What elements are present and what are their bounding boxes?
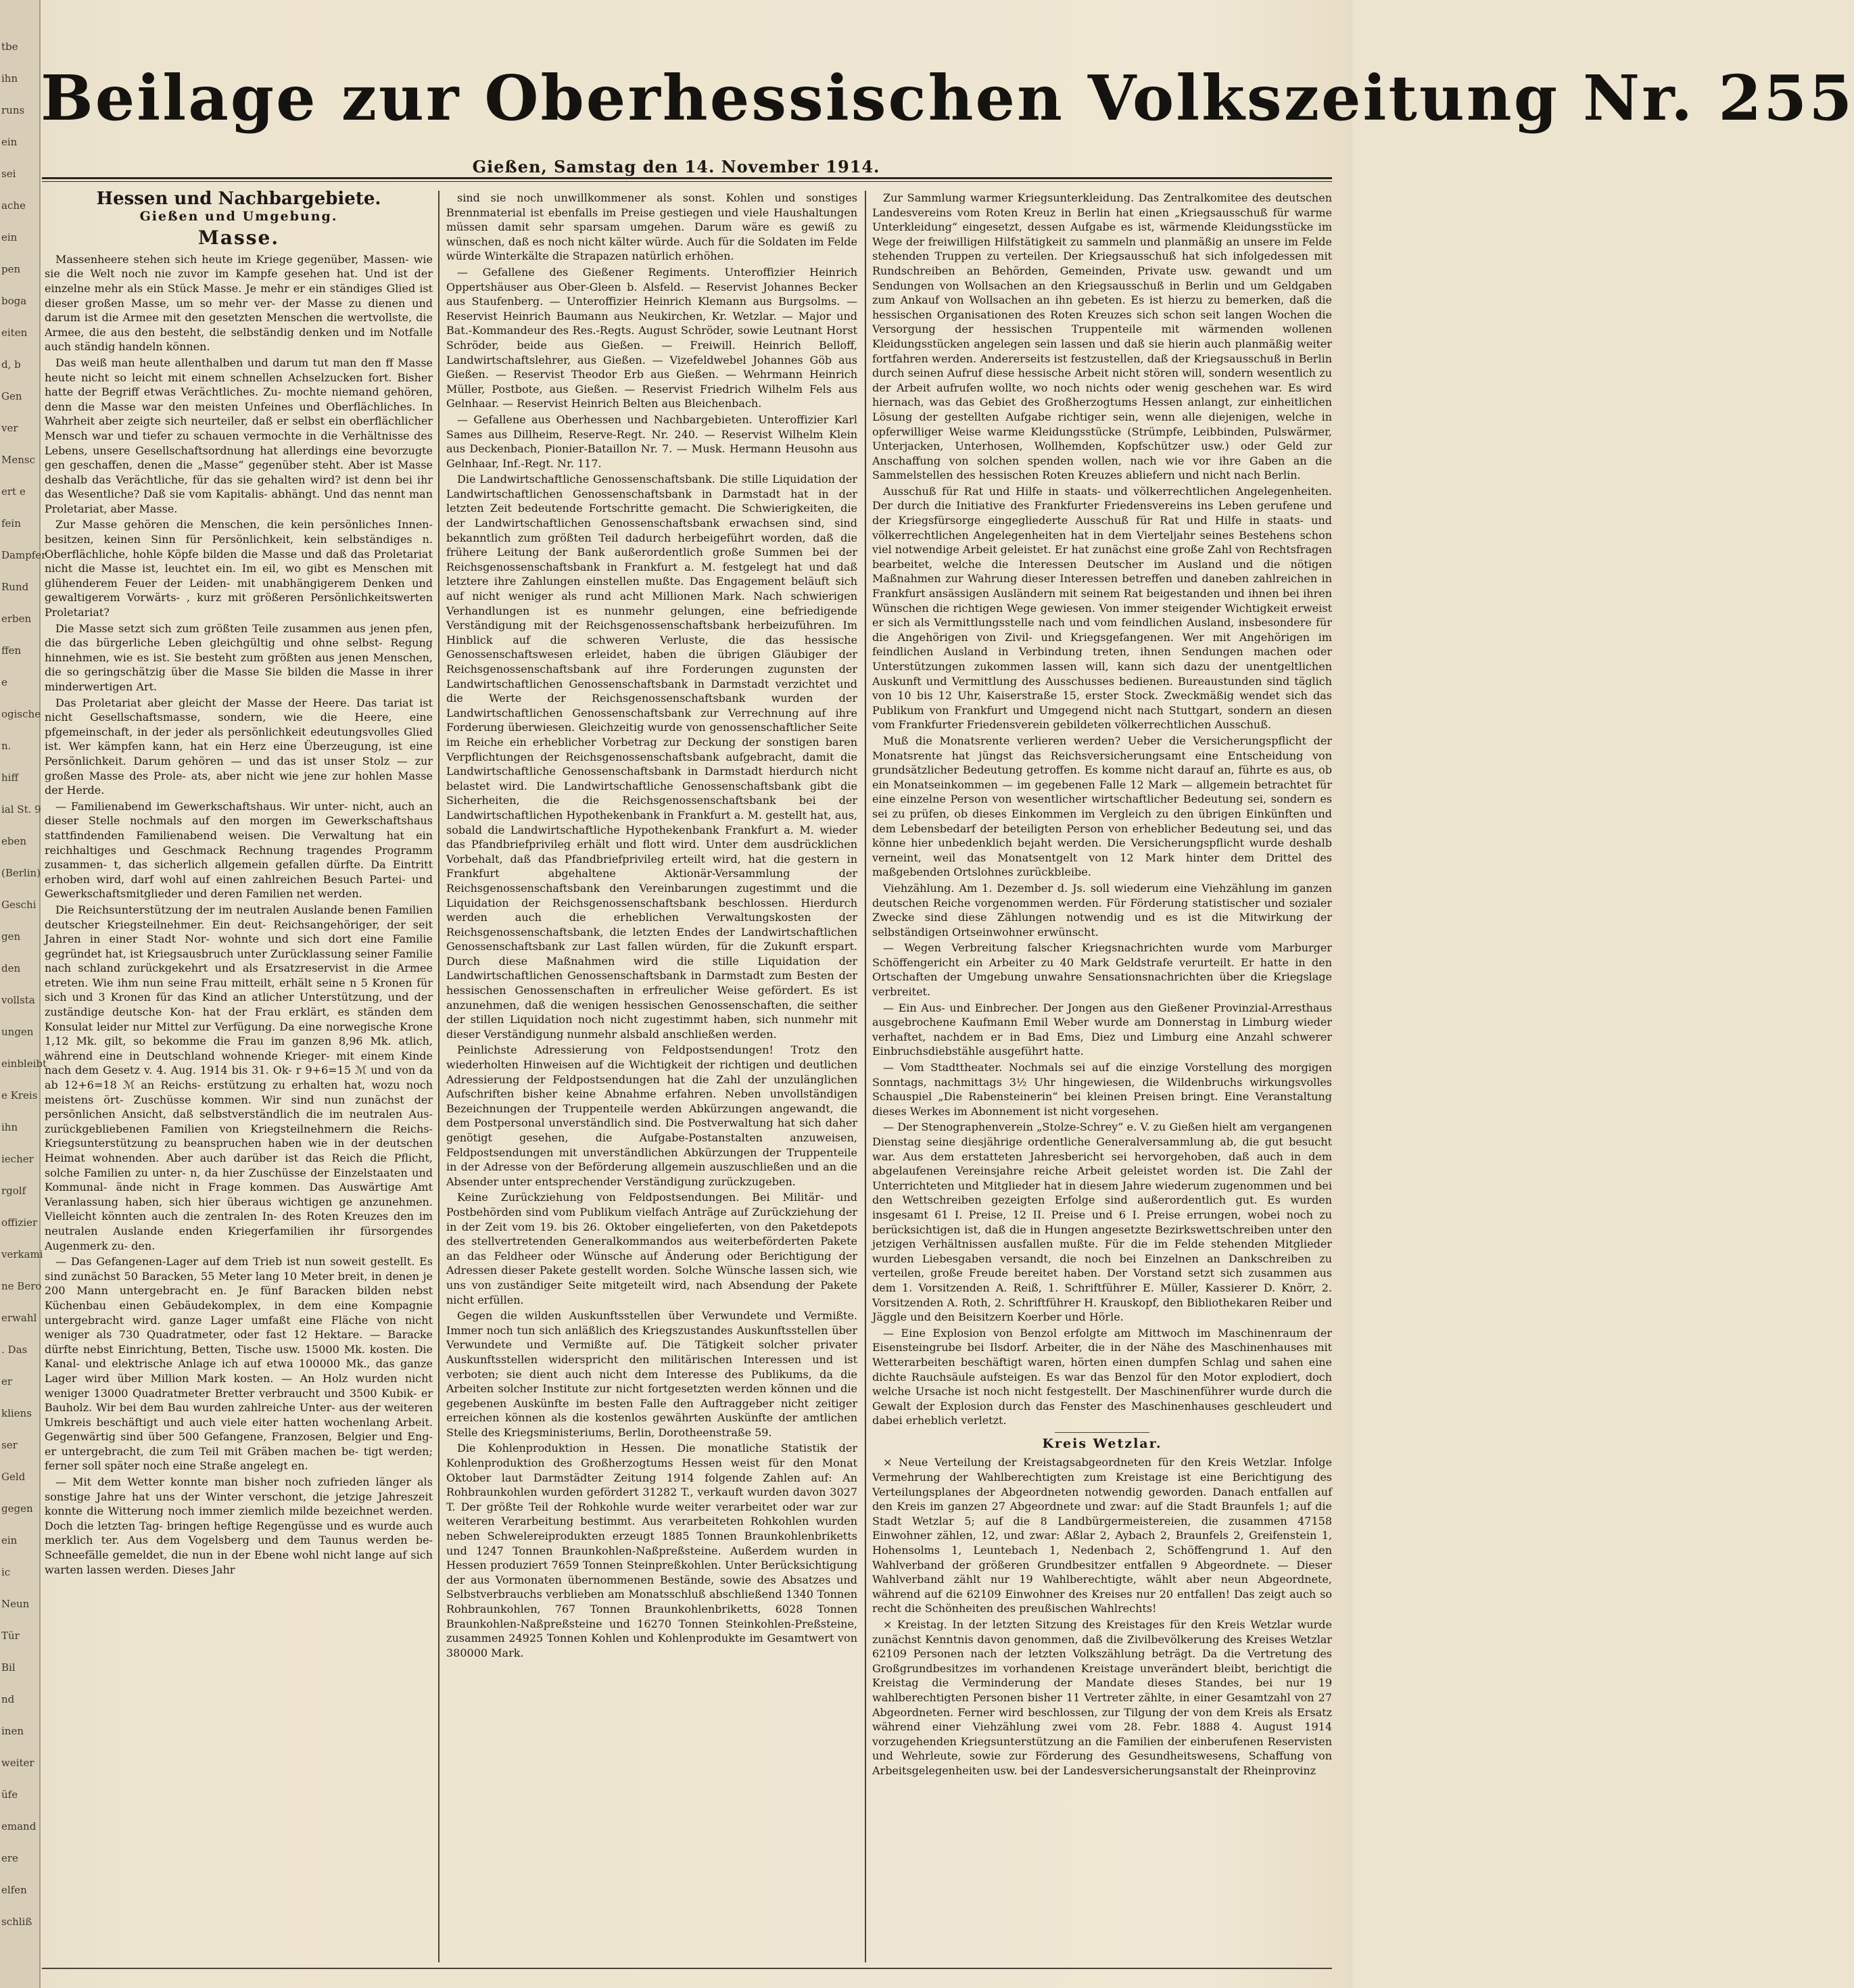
- article-paragraph: Die Masse setzt sich zum größten Teile zusammen aus jenen pfen, die das bürgerliche Leben gleichgültig und ohne selbst- Regung hinnehmen, wie es ist. Sie besteht zum größten aus jenen Menschen, die so geringschätzig über die Masse Sie bilden die Masse in ihrer minderwertigen Art.: [45, 621, 433, 693]
- strip-fragment: einbleibt: [1, 1058, 47, 1070]
- article-paragraph: — Ein Aus- und Einbrecher. Der Jongen aus den Gießener Provinzial-Arresthaus ausgebrochene Kaufmann Emil Weber wurde am Donnerstag in Limburg wieder verhaftet, nachdem er in Bad Ems, Diez und Limburg eine Anzahl schwerer Einbruchsdiebstähle ausgeführt hatte.: [872, 1001, 1332, 1058]
- article-paragraph: Peinlichste Adressierung von Feldpostsendungen! Trotz den wiederholten Hinweisen auf die Wichtigkeit der richtigen und deutlichen Adressierung der Feldpostsendungen hat die Zahl der unzulänglichen Aufschriften bisher keine Abnahme erfahren. Neben unvollständigen Bezeichnungen der Truppenteile werden Abkürzungen angewandt, die dem Postpersonal unverständlich sind. Die Postverwaltung hat sich daher genötigt gesehen, die Aufgabe-Postanstalten anzuweisen, Feldpostsendungen mit unverständlichen Abkürzungen der Truppenteile in der Adresse von der Beförderung allgemein auszuschließen und an die Absender unter entsprechender Verständigung zurückzugeben.: [446, 1043, 857, 1188]
- article-paragraph: Zur Masse gehören die Menschen, die kein persönliches Innen- besitzen, keinen Sinn für Persönlichkeit, kein selbständiges n. Oberflächliche, hohle Köpfe bilden die Masse und daß das Proletariat nicht die Masse ist, leuchtet ein. Im eil, wo gibt es Menschen mit glühenderem Feuer der Leiden- mit unabhängigerem Denken und gewaltigerem Vorwärts- , kurz mit größeren Persönlichkeitswerten Proletariat?: [45, 518, 433, 619]
- article-paragraph: Muß die Monatsrente verlieren werden? Ueber die Versicherungspflicht der Monatsrente hat jüngst das Reichsversicherungsamt eine Entscheidung von grundsätzlicher Bedeutung getroffen. Es komme nicht darauf an, führte es aus, ob ein Monatseinkommen — im gegebenen Falle 12 Mark — allgemein betrachtet für eine einzelne Person von wesentlicher wirtschaftlicher Bedeutung sei, sondern es sei zu prüfen, ob dieses Einkommen im Vergleich zu den übrigen Einkünften und dem Lebensbedarf der beteiligten Person von erheblicher Bedeutung sei, und das könne hier unbedenklich bejaht werden. Die Versicherungspflicht wurde deshalb verneint, weil das Monatsentgelt von 12 Mark hinter dem Drittel des maßgebenden Ortslohnes zurückbleibe.: [872, 734, 1332, 879]
- strip-fragment: Neun: [1, 1598, 30, 1610]
- strip-fragment: verkami: [1, 1248, 43, 1260]
- strip-fragment: eben: [1, 835, 27, 847]
- strip-fragment: ne Bero: [1, 1280, 42, 1292]
- article-paragraph: — Gefallene aus Oberhessen und Nachbargebieten. Unteroffizier Karl Sames aus Dillheim, Reserve-Regt. Nr. 240. — Reservist Wilhelm Klein aus Deckenbach, Pionier-Bataillon Nr. 7. — Musk. Hermann Heusohn aus Gelnhaar, Inf.-Regt. Nr. 117.: [446, 412, 857, 470]
- section-rule: [1055, 1432, 1149, 1433]
- adjacent-page-strip: [0, 0, 47, 1988]
- strip-fragment: ein: [1, 231, 18, 243]
- strip-fragment: emand: [1, 1820, 37, 1832]
- subsection-title: Gießen und Umgebung.: [139, 208, 338, 224]
- strip-fragment: e: [1, 676, 7, 688]
- strip-fragment: offizier: [1, 1216, 38, 1229]
- article-paragraph: Das Proletariat aber gleicht der Masse der Heere. Das tariat ist nicht Gesellschaftsmasse, sondern, wie die Heere, eine pfgemeinschaft, in der jeder als persönlichkeit edeutungsvolles Glied ist. Wer kämpfen kann, hat ein Herz eine Überzeugung, ist eine Persönlichkeit. Darum gehören — und das ist unser Stolz — zur großen Masse des Prole- ats, aber nicht wie jene zur hohlen Masse der Herde.: [45, 696, 433, 797]
- strip-fragment: rgolf: [1, 1185, 26, 1197]
- strip-fragment: gegen: [1, 1502, 33, 1515]
- strip-fragment: pen: [1, 263, 21, 275]
- article-paragraph: Viehzählung. Am 1. Dezember d. Js. soll wiederum eine Viehzählung im ganzen deutschen Reiche vorgenommen werden. Für Förderung statistischer und sozialer Zwecke sind diese Zählungen notwendig und es ist die Mitwirkung der selbständigen Ortseinwohner erwünscht.: [872, 881, 1332, 939]
- strip-fragment: ihn: [1, 72, 18, 85]
- article-paragraph: Ausschuß für Rat und Hilfe in staats- und völkerrechtlichen Angelegenheiten. Der durch die Initiative des Frankfurter Friedensvereins ins Leben gerufene und der Kriegsfürsorge eingegliederte Ausschuß für Rat und Hilfe in staats- und völkerrechtlichen Angelegenheiten hat in dem Vierteljahr seines Bestehens schon viel notwendige Arbeit geleistet. Er hat zunächst eine große Zahl von Rechtsfragen bearbeitet, welche die Interessen Deutscher im Ausland und die nötigen Maßnahmen zur Wahrung dieser Interessen betreffen und daneben zahlreichen in Frankfurt ansässigen Ausländern mit seinem Rat beigestanden und ihnen bei ihren Wünschen die richtigen Wege gewiesen. Von immer steigender Wichtigkeit erweist er sich als Vermittlungsstelle nach und vom feindlichen Ausland, insbesondere für die Angehörigen von Zivil- und Kriegsgefangenen. Wer mit Angehörigen im feindlichen Ausland in Verbindung treten, ihnen Sendungen machen oder Unterstützungen zukommen lassen will, kann sich dazu der unentgeltlichen Auskunft und Vermittlung des Ausschusses bedienen. Bureaustunden sind täglich von 10 bis 12 Uhr, Kaiserstraße 15, erster Stock. Zweckmäßig wendet sich das Publikum von Frankfurt und Umgegend nicht nach Stuttgart, sondern an diesen vom Frankfurter Friedensverein gebildeten völkerrechtlichen Ausschuß.: [872, 484, 1332, 732]
- strip-fragment: erwahl: [1, 1312, 37, 1324]
- section-title: Hessen und Nachbargebiete.: [96, 189, 381, 209]
- strip-fragment: ein: [1, 1534, 18, 1546]
- strip-fragment: ffen: [1, 644, 22, 657]
- kreis-wetzlar-title: Kreis Wetzlar.: [1042, 1436, 1162, 1451]
- column-3-body: [872, 191, 1332, 1428]
- article-paragraph: × Kreistag. In der letzten Sitzung des Kreistages für den Kreis Wetzlar wurde zunächst Kenntnis davon genommen, daß die Zivilbevölkerung des Kreises Wetzlar 62109 Personen nach der letzten Volkszählung beträgt. Da die Vertretung des Großgrundbesitzes im vorhandenen Kreistage unverändert bleibt, berichtigt die Kreistag die Verminderung der Mandate dieses Standes, bei nur 19 wahlberechtigten Personen bisher 11 Vertreter zählte, in einer Gesamtzahl von 27 Abgeordneten. Ferner wird beschlossen, zur Tilgung der von dem Kreis als Ersatz während einer Viehzählung zwei vom 28. Febr. 1888 4. August 1914 vorzugehenden Kriegsunterstützung an die Familien der einberufenen Reservisten und Wehrleute, sowie zur Förderung des Gesundheitswesens, Schaffung von Arbeitsgelegenheiten usw. bei der Landesversicherungsanstalt der Rheinprovinz: [872, 1618, 1332, 1777]
- strip-fragment: e Kreis: [1, 1089, 38, 1102]
- article-paragraph: — Gefallene des Gießener Regiments. Unteroffizier Heinrich Oppertshäuser aus Ober-Gleen b. Alsfeld. — Reservist Johannes Becker aus Staufenberg. — Unteroffizier Heinrich Klemann aus Burgsolms. — Reservist Heinrich Baumann aus Neukirchen, Kr. Wetzlar. — Major und Bat.-Kommandeur des Res.-Regts. August Schröder, sowie Leutnant Horst Schröder, beide aus Gießen. — Freiwill. Heinrich Belloff, Landwirtschaftslehrer, aus Gießen. — Vizefeldwebel Johannes Göb aus Gießen. — Reservist Theodor Erb aus Gießen. — Wehrmann Heinrich Müller, Postbote, aus Gießen. — Reservist Friedrich Wilhelm Fels aus Gelnhaar. — Reservist Heinrich Belten aus Bleichenbach.: [446, 265, 857, 410]
- strip-fragment: den: [1, 962, 21, 974]
- article-paragraph: Die Kohlenproduktion in Hessen. Die monatliche Statistik der Kohlenproduktion des Großherzogtums Hessen weist für den Monat Oktober laut Darmstädter Zeitung 1914 folgende Zahlen auf: An Rohbraunkohlen wurden gefördert 31282 T., verkauft wurden davon 3027 T. Der größte Teil der Rohkohle wurde weiter verarbeitet oder war zur weiteren Verarbeitung bestimmt. Aus verarbeiteten Rohkohlen wurden neben Schwelereiprodukten erzeugt 1885 Tonnen Braunkohlenbriketts und 1247 Tonnen Braunkohlen-Naßpreßsteine. Außerdem wurden in Hessen produziert 7659 Tonnen Steinpreßkohlen. Unter Berücksichtigung der aus Vormonaten übernommenen Bestände, sowie des Absatzes und Selbstverbrauchs verblieben am Monatsschluß abschließend 1340 Tonnen Rohbraunkohlen, 767 Tonnen Braunkohlenbriketts, 6028 Tonnen Braunkohlen-Naßpreßsteine und 16270 Tonnen Steinkohlen-Preßsteine, zusammen 24925 Tonnen Kohlen und Kohlenprodukte im Gesamtwert von 380000 Mark.: [446, 1442, 857, 1659]
- strip-fragment: ic: [1, 1566, 11, 1578]
- strip-fragment: (Berlin): [1, 867, 41, 879]
- article-paragraph: sind sie noch unwillkommener als sonst. Kohlen und sonstiges Brennmaterial ist ebenfalls im Preise gestiegen und viele Haushaltungen müssen damit sehr sparsam umgehen. Darum wäre es gewiß zu wünschen, daß es noch nicht kälter würde. Auch für die Soldaten im Felde würde Winterkälte die Strapazen natürlich erhöhen.: [446, 191, 857, 263]
- column-3: [872, 191, 1332, 1962]
- strip-fragment: erben: [1, 613, 32, 625]
- column-2: [446, 191, 857, 1962]
- strip-fragment: ungen: [1, 1026, 34, 1038]
- strip-fragment: iecher: [1, 1153, 34, 1165]
- article-paragraph: — Vom Stadttheater. Nochmals sei auf die einzige Vorstellung des morgigen Sonntags, nachmittags 3½ Uhr hingewiesen, die Wildenbruchs wirkungsvolles Schauspiel „Die Rabensteinerin“ bei kleinen Preisen bringt. Eine Veranstaltung dieses Werkes im Abonnement ist nicht vorgesehen.: [872, 1061, 1332, 1118]
- article-paragraph: — Der Stenographenverein „Stolze-Schrey“ e. V. zu Gießen hielt am vergangenen Dienstag seine diesjährige ordentliche Generalversammlung ab, die gut besucht war. Aus dem erstatteten Jahresbericht sei hervorgehoben, daß auch in dem abgelaufenen Vereinsjahre reiche Arbeit geleistet worden ist. Die Zahl der Unterrichteten und Mitglieder hat in diesem Jahre wiederum zugenommen und bei den Wettschreiben gezeigten Erfolge sind außerordentlich gut. Es wurden insgesamt 61 I. Preise, 12 II. Preise und 6 I. Preise errungen, wobei noch zu berücksichtigen ist, daß die in Hungen angesetzte Bezirkswettschreiben unter den jetzigen Verhältnissen ausfallen mußte. Für die im Felde stehenden Mitglieder wurden Liebesgaben versandt, die noch bei Einzelnen an Dankschreiben zu verteilen, große Freude bereitet haben. Der Vorstand setzt sich zusammen aus dem 1. Vorsitzenden A. Reiß, 1. Schriftführer E. Müller, Kassierer D. Knörr, 2. Vorsitzenden A. Roth, 2. Schriftführer H. Krauskopf, den Bibliothekaren Reiber und Jäggle und den Beisitzern Koerber und Hörle.: [872, 1120, 1332, 1324]
- masthead: [41, 54, 1854, 156]
- strip-fragment: Rund: [1, 581, 29, 593]
- column-2-body: [446, 191, 857, 1660]
- strip-fragment: eiten: [1, 327, 28, 339]
- strip-fragment: ere: [1, 1852, 18, 1864]
- strip-fragment: er: [1, 1375, 13, 1388]
- strip-fragment: n.: [1, 740, 11, 752]
- strip-fragment: Mensc: [1, 454, 35, 466]
- article-paragraph: Die Landwirtschaftliche Genossenschaftsbank. Die stille Liquidation der Landwirtschaftlichen Genossenschaftsbank in Darmstadt hat in der letzten Zeit bedeutende Fortschritte gemacht. Die Schwierigkeiten, die der Landwirtschaftlichen Genossenschaftsbank erwachsen sind, sind bekanntlich zum größten Teil dadurch herbeigeführt worden, daß die frühere Leitung der Bank außerordentlich große Summen bei der Reichsgenossenschaftsbank in Frankfurt a. M. festgelegt hat und daß letztere ihre Zahlungen einstellen mußte. Das Engagement beläuft sich auf nicht weniger als rund acht Millionen Mark. Nach schwierigen Verhandlungen ist es nunmehr gelungen, eine befriedigende Verständigung mit der Reichsgenossenschaftsbank herbeizuführen. Im Hinblick auf die schweren Verluste, die das hessische Genossenschaftswesen erleidet, haben die übrigen Gläubiger der Reichsgenossenschaftsbank auf ihre Forderungen zugunsten der Landwirtschaftlichen Genossenschaftsbank in Darmstadt verzichtet und die Werte der Reichsgenossenschaftsbank wurden der Landwirtschaftlichen Genossenschaftsbank zur Verrechnung auf ihre Forderung überwiesen. Gleichzeitig wurde von genossenschaftlicher Seite im Reiche ein erheblicher Vorbetrag zur Deckung der sonstigen baren Verpflichtungen der Reichsgenossenschaftsbank aufgebracht, damit die Landwirtschaftliche Genossenschaftsbank in Darmstadt hierdurch nicht belastet wird. Die Landwirtschaftliche Genossenschaftsbank gibt die Sicherheiten, die die Reichsgenossenschaftsbank bei der Landwirtschaftlichen Hypothekenbank in Frankfurt a. M. gestellt hat, aus, sobald die Landwirtschaftliche Hypothekenbank Frankfurt a. M. wieder das Pfandbriefprivileg erhält und flott wird. Unter dem ausdrücklichen Vorbehalt, daß das Pfandbriefprivileg erteilt wird, hat die gestern in Frankfurt abgehaltene Aktionär-Versammlung der Reichsgenossenschaftsbank den Vereinbarungen zugestimmt und die Liquidation der Reichsgenossenschaftsbank beschlossen. Hierdurch werden auch die erheblichen Verwaltungskosten der Reichsgenossenschaftsbank, die letzten Endes der Landwirtschaftlichen Genossenschaftsbank zur Last fallen würden, für die Zukunft erspart. Durch diese Maßnahmen wird die stille Liquidation der Landwirtschaftlichen Genossenschaftsbank in Darmstadt zum Besten der hessischen Genossenschaften in erfreulicher Weise gefördert. Es ist anzunehmen, daß die wenigen hessischen Genossenschaften, die seither der stillen Liquidation noch nicht zugestimmt haben, sich nunmehr mit dieser Verständigung nunmehr alsbald anschließen werden.: [446, 473, 857, 1041]
- strip-fragment: hiff: [1, 772, 19, 784]
- strip-fragment: gen: [1, 930, 21, 943]
- strip-fragment: ial St. 9: [1, 803, 41, 815]
- column-divider: [865, 191, 866, 1962]
- masthead-rule-thin: [42, 181, 1332, 182]
- column-1: [45, 191, 433, 1962]
- strip-fragment: üfe: [1, 1789, 18, 1801]
- strip-fragment: Bil: [1, 1661, 16, 1674]
- strip-fragment: elfen: [1, 1884, 27, 1896]
- strip-fragment: ein: [1, 136, 18, 148]
- article-paragraph: Das weiß man heute allenthalben und darum tut man den ff Masse heute nicht so leicht mit einem schnellen Achselzucken fort. Bisher hatte der Begriff etwas Verächtliches. Zu- mochte niemand gehören, denn die Masse war den meisten Unfeines und Oberflächliches. In Wahrheit aber zeigte sich neurteiler, daß er selbst ein oberflächlicher Mensch war und tiefer zu schauen vermochte in die Verhältnisse des Lebens, unsere Gesellschaftsordnung hat allerdings eine bevorzugte gen geschaffen, denen die „Masse“ gegenüber steht. Aber ist Masse deshalb das Verächtliche, für das sie gehalten wird? ist denn bei ihr das Wesentliche? Daß sie vom Kapitalis- abhängt. Und das nennt man Proletariat, aber Masse.: [45, 356, 433, 515]
- article-paragraph: Zur Sammlung warmer Kriegsunterkleidung. Das Zentralkomitee des deutschen Landesvereins vom Roten Kreuz in Berlin hat einen „Kriegsausschuß für warme Unterkleidung“ eingesetzt, dessen Aufgabe es ist, wärmende Kleidungsstücke im Wege der freiwilligen Hilfstätigkeit zu sammeln und planmäßig an unsere im Felde stehenden Truppen zu verteilen. Der Kriegsausschuß hat sich infolgedessen mit Rundschreiben an Behörden, Gemeinden, Private usw. gewandt und um Sendungen von Wollsachen an den Kriegsausschuß in Berlin und um Geldgaben zum Ankauf von Wollsachen an ihn gebeten. Es ist hierzu zu bemerken, daß die hessischen Organisationen des Roten Kreuzes sich schon seit langen Wochen die Versorgung der hessischen Truppenteile mit wärmenden wollenen Kleidungsstücken angelegen sein lassen und daß sie hierin auch planmäßig weiter fortfahren werden. Andererseits ist festzustellen, daß der Kriegsausschuß in Berlin durch seinen Aufruf diese hessische Arbeit nicht stören will, sondern wesentlich zu der Arbeit aufrufen wollte, wo noch nichts oder wenig geschehen war. Es wird hiernach, was das Gebiet des Großherzogtums Hessen anlangt, zur einheitlichen Lösung der gestellten Aufgabe richtiger sein, wenn alle diejenigen, welche in opferwilliger Weise warme Kleidungsstücke (Strümpfe, Leibbinden, Pulswärmer, Unterjacken, Unterhosen, Wollhemden, Kopfschützer usw.) oder Geld zur Anschaffung von solchen spenden wollen, nach wie vor ihre Gaben an die Sammelstellen des hessischen Roten Kreuzes abliefern und nicht nach Berlin.: [872, 191, 1332, 482]
- article-paragraph: — Das Gefangenen-Lager auf dem Trieb ist nun soweit gestellt. Es sind zunächst 50 Baracken, 55 Meter lang 10 Meter breit, in denen je 200 Mann untergebracht en. Je fünf Baracken bilden nebst Küchenbau einen Gebäudekomplex, in dem eine Kompagnie untergebracht wird. ganze Lager umfaßt eine Fläche von nicht weniger als 730 Quadratmeter, oder fast 12 Hektare. — Baracke dürfte nebst Einrichtung, Betten, Tische usw. 15000 Mk. kosten. Die Kanal- und elektrische Anlage ich auf etwa 100000 Mk., das ganze Lager wird über Million Mark kosten. — An Holz wurden nicht weniger 13000 Quadratmeter Bretter verbraucht und 3500 Kubik- er Bauholz. Wir bei dem Bau wurden zahlreiche Unter- aus der weiteren Umkreis beschäftigt und auch viele eiter hatten wochenlang Arbeit. Gegenwärtig sind über 500 Gefangene, Franzosen, Belgier und Eng- er untergebracht, die zum Teil mit Gräben machen be- tigt werden; ferner soll später noch eine Straße angelegt en.: [45, 1255, 433, 1473]
- strip-fragment: Tür: [1, 1630, 20, 1642]
- strip-fragment: sei: [1, 168, 16, 180]
- article-paragraph: — Familienabend im Gewerkschaftshaus. Wir unter- nicht, auch an dieser Stelle nochmals auf den morgen im Gewerkschaftshaus stattfindenden Familienabend weisen. Die Verwaltung hat ein reichhaltiges und Geschmack Rechnung tragendes Programm zusammen- t, das sicherlich allgemein gefallen dürfte. Da Eintritt erhoben wird, darf wohl auf einen zahlreichen Besuch Partei- und Gewerkschaftsmitglieder und deren Familien net werden.: [45, 799, 433, 901]
- strip-fragment: Gen: [1, 390, 22, 402]
- strip-fragment: schliß: [1, 1916, 32, 1928]
- strip-fragment: vollsta: [1, 994, 35, 1006]
- column-1-body: [45, 252, 433, 1577]
- strip-fragment: ser: [1, 1439, 18, 1451]
- strip-fragment: weiter: [1, 1757, 34, 1769]
- column-divider: [438, 191, 439, 1962]
- strip-fragment: kliens: [1, 1407, 32, 1419]
- article-paragraph: Die Reichsunterstützung der im neutralen Auslande benen Familien deutscher Kriegsteilnehmer. Ein deut- Reichsangehöriger, der seit Jahren in einer Stadt Nor- wohnte und sich dort eine Familie gegründet hat, ist Kriegsausbruch unter Zurücklassung seiner Familie nach schland zurückgekehrt und als Ersatzreservist in die Armee etreten. Wie ihm nun seine Frau mitteilt, erhält seine n 5 Kronen für sich und 3 Kronen für das Kind an atlicher Unterstützung, und der zuständige deutsche Kon- hat der Frau erklärt, es ständen dem Konsulat leider nur Mittel zur Verfügung. Da eine norwegische Krone 1,12 Mk. gilt, so bekomme die Frau im ganzen 8,96 Mk. atlich, während eine in Deutschland wohnende Krieger- mit einem Kinde nach dem Gesetz v. 4. Aug. 1914 bis 31. Ok- r 9+6=15 ℳ und von da ab 12+6=18 ℳ an Reichs- erstützung zu erhalten hat, wozu noch meistens ört- Zuschüsse kommen. Wir sind nun zunächst der persönlichen Ansicht, daß selbstverständlich die im neutralen Aus- zurückgebliebenen Familien von Kriegsteilnehmern die Reichs-Kriegsunterstützung zu beanspruchen haben wie in der deutschen Heimat wohnenden. Aber auch darüber ist das Reich die Pflicht, solche Familien zu unter- n, da hier Zuschüsse der Einzelstaaten und Kommunal- ände nicht in Frage kommen. Das Auswärtige Amt Veranlassung haben, sich hier überaus wichtigen ge anzunehmen. Vielleicht könnten auch die zentralen In- des Roten Kreuzes den im neutralen Auslande enden Kriegerfamilien ihr fürsorgendes Augenmerk zu- den.: [45, 903, 433, 1252]
- kreis-wetzlar-body: [872, 1455, 1332, 1778]
- strip-fragment: inen: [1, 1725, 24, 1737]
- strip-fragment: ihn: [1, 1121, 18, 1133]
- strip-fragment: d, b: [1, 358, 21, 371]
- strip-fragment: ache: [1, 199, 26, 212]
- strip-fragment: fein: [1, 517, 21, 529]
- strip-fragment: ver: [1, 422, 18, 434]
- strip-fragment: nd: [1, 1693, 15, 1705]
- strip-fragment: Dampfer: [1, 549, 47, 561]
- strip-fragment: runs: [1, 104, 25, 116]
- masthead-title: Beilage zur Oberhessischen Volkszeitung Nr. 255: [41, 62, 1854, 135]
- article-paragraph: — Mit dem Wetter konnte man bisher noch zufrieden länger als sonstige Jahre hat uns der Winter verschont, die jetzige Jahreszeit konnte die Witterung noch immer ziemlich milde bezeichnet werden. Doch die letzten Tag- bringen heftige Regengüsse und es wurde auch merklich ter. Aus dem Vogelsberg und dem Taunus werden be- Schneefälle gemeldet, die nun in der Ebene wohl nicht lange auf sich warten lassen werden. Dieses Jahr: [45, 1475, 433, 1576]
- article-paragraph: — Eine Explosion von Benzol erfolgte am Mittwoch im Maschinenraum der Eisensteingrube bei Ilsdorf. Arbeiter, die in der Nähe des Maschinenhauses mit Wetterarbeiten beschäftigt waren, hörten einen dumpfen Schlag und sahen eine dichte Rauchsäule aufsteigen. Es war das Benzol für den Motor explodiert, doch welche Ursache ist noch nicht festgestellt. Der Maschinenführer wurde durch die Gewalt der Explosion durch das Fenster des Maschinenhauses geschleudert und dabei erheblich verletzt.: [872, 1326, 1332, 1427]
- strip-fragment: ert e: [1, 486, 26, 498]
- dateline: Gießen, Samstag den 14. November 1914.: [472, 157, 880, 176]
- strip-fragment: boga: [1, 295, 27, 307]
- strip-fragment: Geschi: [1, 899, 37, 911]
- article-paragraph: Keine Zurückziehung von Feldpostsendungen. Bei Militär- und Postbehörden sind vom Publikum vielfach Anträge auf Zurückziehung der in der Zeit vom 19. bis 26. Oktober eingelieferten, von den Paketdepots des stellvertretenden Generalkommandos aus weiterbeförderten Pakete an das Feldheer oder Wünsche auf Änderung oder Berichtigung der Adressen dieser Pakete gestellt worden. Solche Wünsche lassen sich, wie uns von zuständiger Seite mitgeteilt wird, nach Absendung der Pakete nicht erfüllen.: [446, 1191, 857, 1306]
- strip-fragment: tbe: [1, 41, 18, 53]
- article-paragraph: × Neue Verteilung der Kreistagsabgeordneten für den Kreis Wetzlar. Infolge Vermehrung der Wahlberechtigten zum Kreistage ist eine Berichtigung des Verteilungsplanes der Abgeordneten notwendig geworden. Danach entfallen auf den Kreis im ganzen 27 Abgeordnete und zwar: auf die Stadt Braunfels 1; auf die Stadt Wetzlar 5; auf die 8 Landbürgermeistereien, die zusammen 47158 Einwohner zählen, 12, und zwar: Aßlar 2, Aybach 2, Braunfels 2, Greifenstein 1, Hohensolms 1, Leuntebach 1, Nedenbach 2, Schöffengrund 1. Auf den Wahlverband der größeren Grundbesitzer entfallen 9 Abgeordnete. — Dieser Wahlverband zählt nur 19 Wahlberechtigte, wählt aber neun Abgeordnete, während auf die 62109 Einwohner des Kreises nur 20 entfallen! Das zeigt auch so recht die Schönheiten des preußischen Wahlrechts!: [872, 1456, 1332, 1615]
- strip-fragment: ogische: [1, 708, 41, 720]
- article-paragraph: Gegen die wilden Auskunftsstellen über Verwundete und Vermißte. Immer noch tun sich anläßlich des Kriegszustandes Auskunftsstellen über Verwundete und Vermißte auf. Die Tätigkeit solcher privater Auskunftsstellen widerspricht den militärischen Interessen und ist verboten; sie dient auch nicht dem Interesse des Publikums, da die Arbeiten solcher Institute zur nicht fortgesetzten werden können und die gegebenen Auskünfte im besten Falle den Auftraggeber nicht zeitiger erreichen können als die kostenlos gewährten Auskünfte der amtlichen Stelle des Kriegsministeriums, Berlin, Dorotheenstraße 59.: [446, 1309, 857, 1439]
- page-bottom-rule: [42, 1968, 1332, 1969]
- strip-fragment: . Das: [1, 1344, 28, 1356]
- article-paragraph: — Wegen Verbreitung falscher Kriegsnachrichten wurde vom Marburger Schöffengericht ein Arbeiter zu 40 Mark Geldstrafe verurteilt. Er hatte in den Ortschaften der Umgebung unwahre Sensationsnachrichten über die Kriegslage verbreitet.: [872, 941, 1332, 999]
- masthead-rule: [42, 177, 1332, 179]
- article-title: Masse.: [197, 227, 280, 250]
- article-paragraph: Massenheere stehen sich heute im Kriege gegenüber, Massen- wie sie die Welt noch nie zuvor im Kampfe gesehen hat. Und ist der einzelne mehr als ein Stück Masse. Je mehr er ein ständiges Glied ist dieser großen Masse, um so mehr ver- der Masse zu dienen und darum ist die Armee mit den gesetzten Menschen die wertvollste, die Armee, die aus den besteht, die selbständig denken und im Notfalle auch ständig handeln können.: [45, 252, 433, 354]
- strip-fragment: Geld: [1, 1471, 26, 1483]
